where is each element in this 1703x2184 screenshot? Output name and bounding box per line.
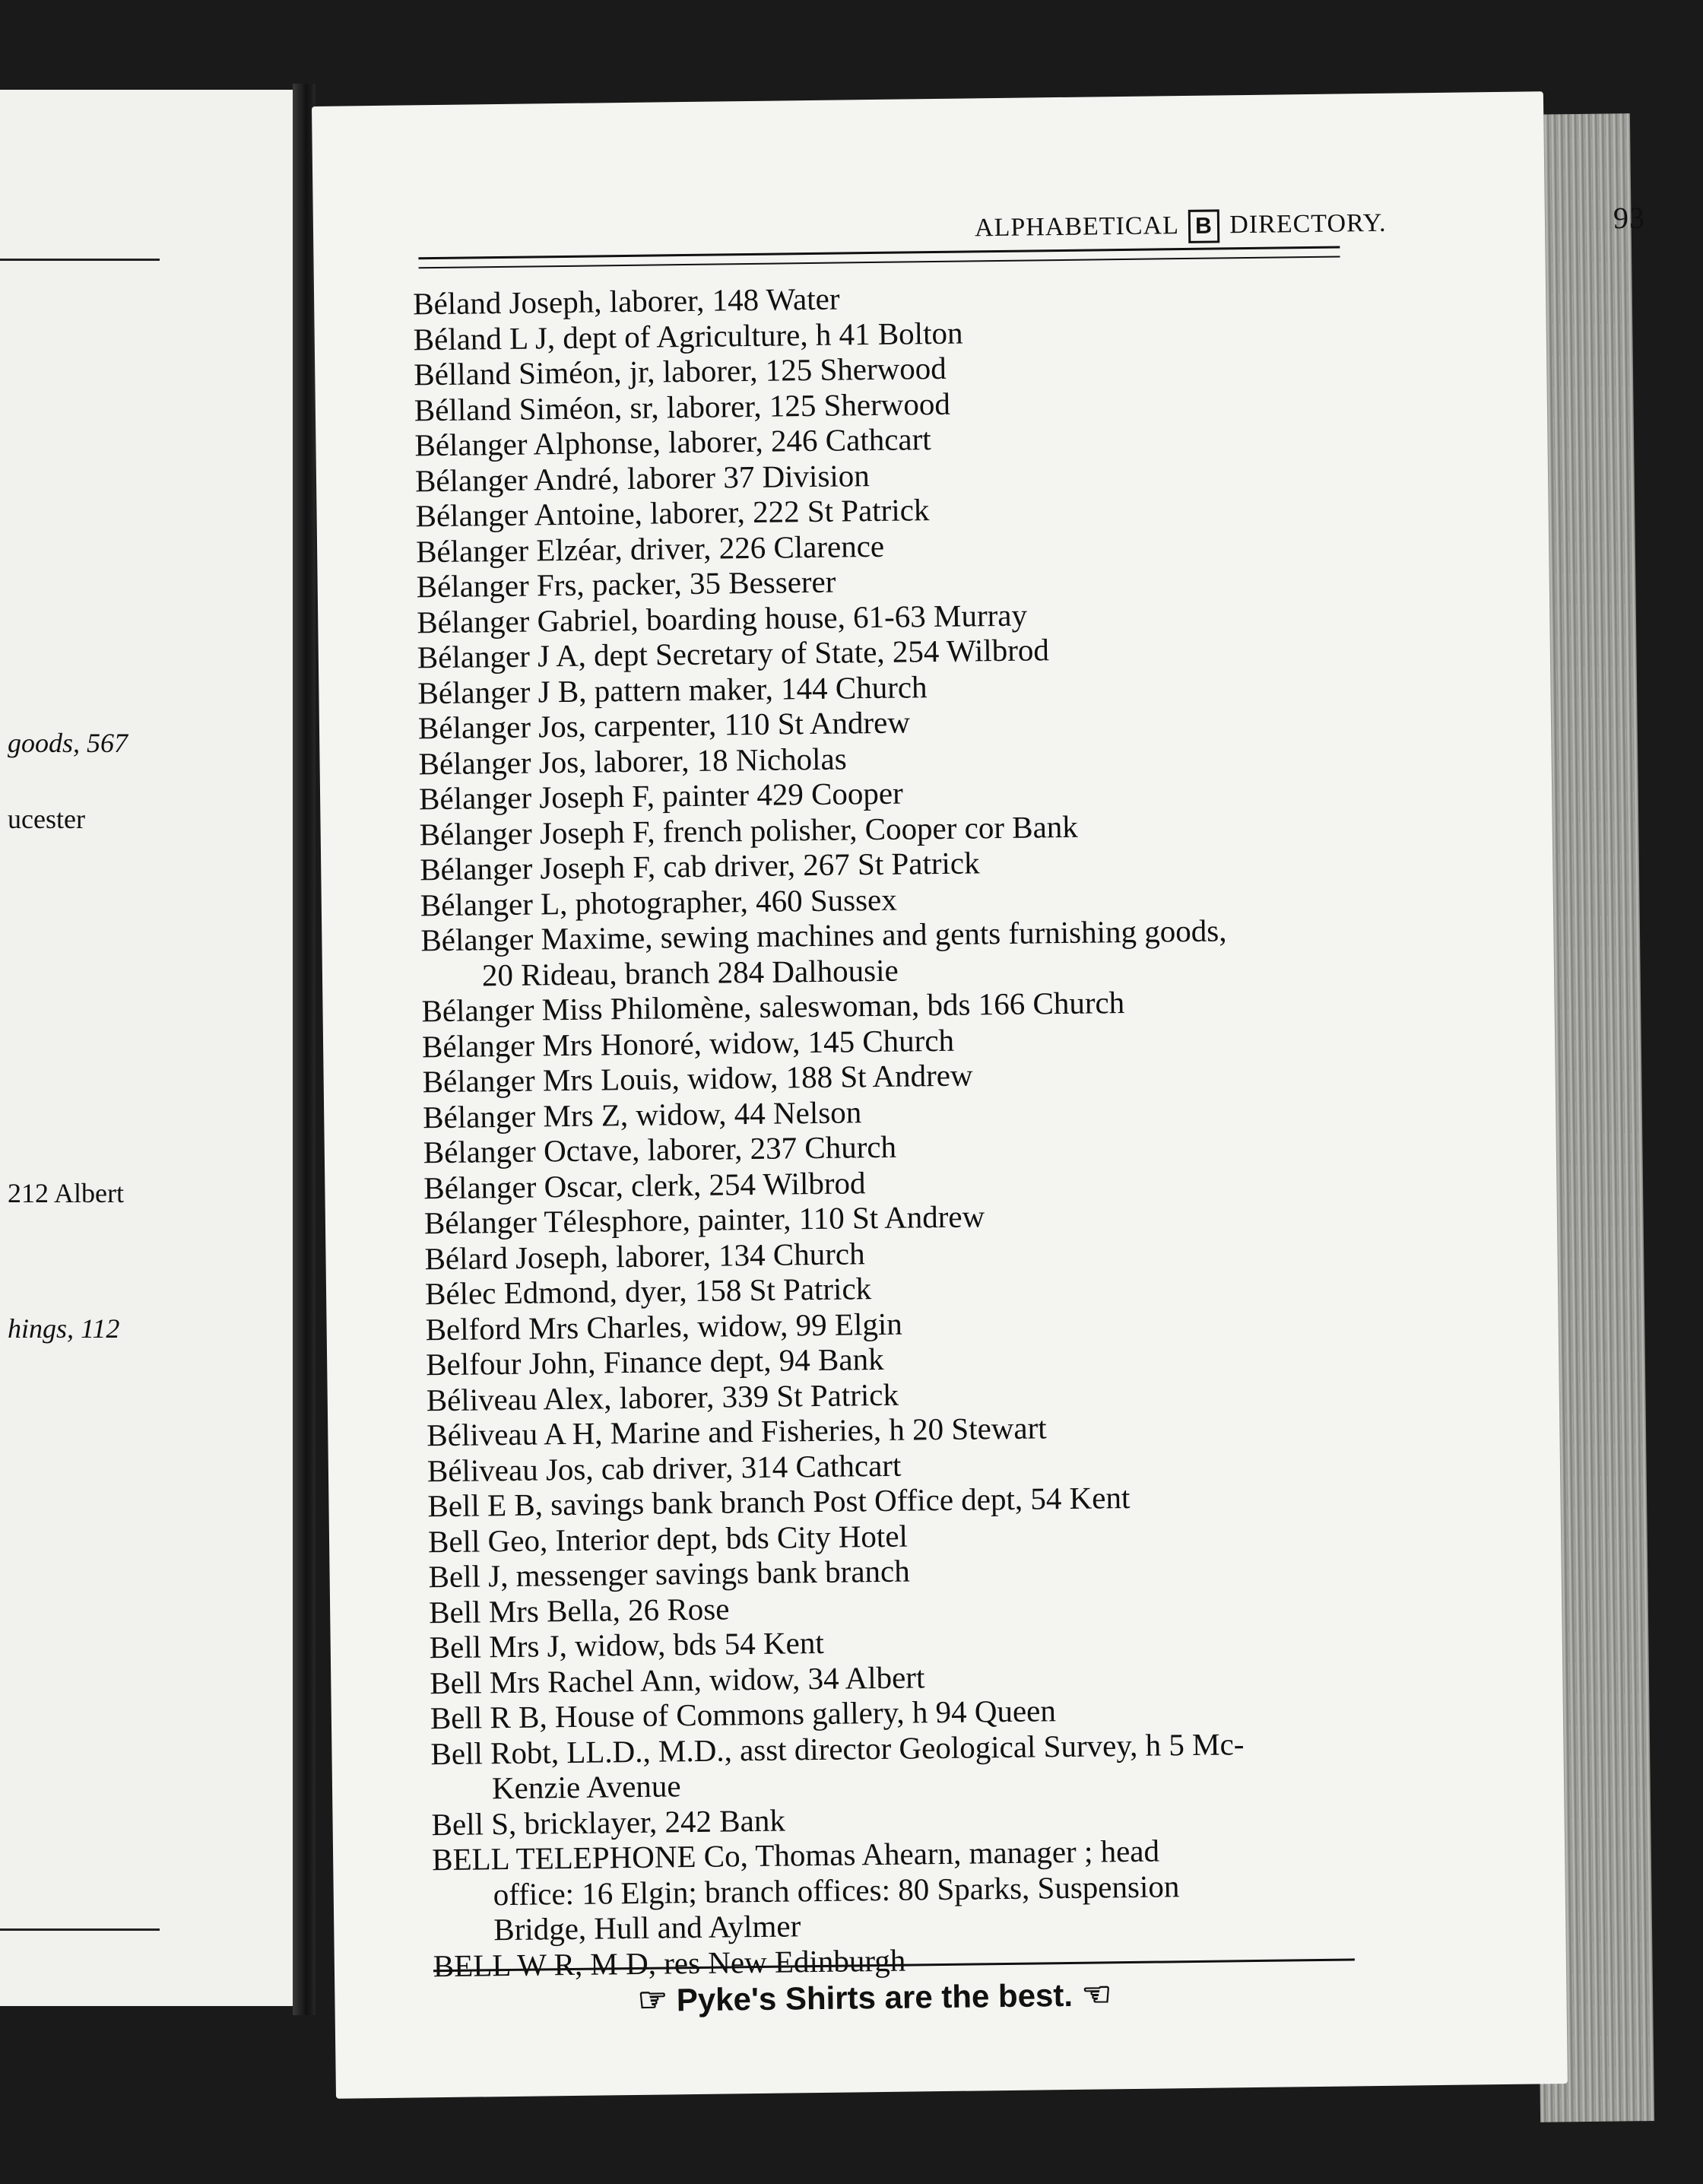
directory-entry: Bell Robt, LL.D., M.D., asst director Geological Survey, h 5 Mc- — [430, 1725, 1245, 1771]
directory-entry: Béliveau Jos, cab driver, 314 Cathcart — [427, 1447, 902, 1488]
directory-entry: Bélanger Miss Philomène, saleswoman, bds 166 Church — [421, 985, 1125, 1029]
left-page — [0, 90, 297, 2006]
directory-entry: Bélanger Antoine, laborer, 222 St Patrick — [415, 492, 930, 534]
directory-entry: BELL TELEPHONE Co, Thomas Ahearn, manager ; head — [431, 1833, 1160, 1878]
running-title — [975, 208, 1387, 246]
directory-entry: Bélanger Elzéar, driver, 226 Clarence — [415, 528, 885, 569]
directory-entry: Bélanger Octave, laborer, 237 Church — [423, 1129, 897, 1170]
directory-entry: BELL W R, M D, res New Edinburgh — [433, 1942, 906, 1983]
directory-entry: Belford Mrs Charles, widow, 99 Elgin — [425, 1306, 902, 1347]
directory-entry: Bélanger Frs, packer, 35 Besserer — [416, 563, 836, 605]
directory-entries — [413, 275, 1376, 1983]
directory-entry: Bell Mrs Rachel Ann, widow, 34 Albert — [430, 1659, 925, 1700]
title-before: ALPHABETICAL — [974, 211, 1178, 243]
title-after: DIRECTORY. — [1229, 208, 1387, 240]
left-page-fragment: ucester — [8, 804, 85, 834]
directory-entry: Bélanger Maxime, sewing machines and gents furnishing goods, — [420, 913, 1227, 958]
directory-entry: Bélland Siméon, sr, laborer, 125 Sherwood — [414, 386, 951, 427]
section-letter: B — [1188, 209, 1219, 243]
directory-entry: Bell J, messenger savings bank branch — [428, 1553, 910, 1595]
directory-entry: Bélanger Joseph F, cab driver, 267 St Patrick — [419, 845, 980, 887]
directory-entry: Bell E B, savings bank branch Post Office dept, 54 Kent — [427, 1479, 1131, 1524]
directory-entry: Bélanger L, photographer, 460 Sussex — [420, 881, 897, 922]
directory-entry: Béliveau A H, Marine and Fisheries, h 20 Stewart — [427, 1410, 1047, 1453]
directory-entry: Bélanger André, laborer 37 Division — [414, 457, 871, 498]
footer-text: Pyke's Shirts are the best. — [676, 1976, 1073, 2018]
book-gutter — [293, 84, 316, 2015]
directory-entry-continuation: 20 Rideau, branch 284 Dalhousie — [481, 952, 899, 992]
directory-entry: Béland Joseph, laborer, 148 Water — [412, 281, 840, 322]
advertisement-footer — [532, 1974, 1217, 2021]
directory-entry: Bell Geo, Interior dept, bds City Hotel — [427, 1518, 909, 1559]
directory-entry: Bélanger Alphonse, laborer, 246 Cathcart — [414, 421, 931, 463]
left-page-fragment: goods, 567 — [8, 728, 128, 758]
directory-entry: Bélanger Jos, laborer, 18 Nicholas — [418, 740, 847, 781]
left-page-rule-bottom — [0, 1928, 160, 1931]
directory-entry: Bélanger Jos, carpenter, 110 St Andrew — [417, 704, 911, 746]
directory-entry: Bélanger Gabriel, boarding house, 61-63 Murray — [417, 597, 1028, 640]
directory-entry-continuation: Bridge, Hull and Aylmer — [493, 1908, 801, 1948]
directory-entry-continuation: Kenzie Avenue — [491, 1768, 681, 1806]
directory-entry: Bélland Siméon, jr, laborer, 125 Sherwood — [414, 350, 947, 392]
page-header — [671, 200, 1651, 243]
left-page-fragment: 212 Albert — [8, 1178, 124, 1208]
header-double-rule — [418, 246, 1340, 268]
directory-entry: Bell S, bricklayer, 242 Bank — [431, 1802, 786, 1842]
directory-entry: Bélanger Mrs Louis, widow, 188 St Andrew — [422, 1057, 973, 1100]
pointing-hand-right-icon: ☞ — [637, 1981, 668, 2019]
directory-entry: Bell Mrs J, widow, bds 54 Kent — [429, 1624, 824, 1665]
directory-entry: Bélanger J A, dept Secretary of State, 254 Wilbrod — [417, 632, 1050, 675]
directory-entry: Béland L J, dept of Agriculture, h 41 Bolton — [413, 315, 963, 357]
directory-entry: Bélard Joseph, laborer, 134 Church — [424, 1235, 865, 1276]
directory-entry: Bélanger Télesphore, painter, 110 St Andrew — [423, 1198, 985, 1241]
directory-entry: Bell R B, House of Commons gallery, h 94 Queen — [430, 1693, 1057, 1736]
directory-entry: Bélec Edmond, dyer, 158 St Patrick — [424, 1271, 872, 1312]
directory-entry: Bélanger Mrs Z, widow, 44 Nelson — [422, 1094, 862, 1135]
directory-entry: Béliveau Alex, laborer, 339 St Patrick — [426, 1376, 899, 1417]
directory-entry: Bélanger Joseph F, painter 429 Cooper — [418, 775, 904, 817]
left-page-rule-top — [0, 259, 160, 261]
directory-entry: Belfour John, Finance dept, 94 Bank — [425, 1341, 884, 1382]
directory-entry-continuation: office: 16 Elgin; branch offices: 80 Sparks, Suspension — [493, 1868, 1180, 1912]
page-number: 93 — [1613, 200, 1646, 236]
directory-entry: Bélanger J B, pattern maker, 144 Church — [417, 668, 928, 710]
directory-entry: Bélanger Joseph F, french polisher, Cooper cor Bank — [419, 808, 1079, 852]
pointing-hand-left-icon: ☜ — [1081, 1976, 1112, 2014]
directory-page — [312, 91, 1646, 2099]
directory-entry: Bélanger Oscar, clerk, 254 Wilbrod — [423, 1164, 866, 1205]
directory-entry: Bell Mrs Bella, 26 Rose — [428, 1590, 730, 1630]
directory-entry: Bélanger Mrs Honoré, widow, 145 Church — [421, 1022, 955, 1064]
left-page-fragment: hings, 112 — [8, 1313, 120, 1344]
